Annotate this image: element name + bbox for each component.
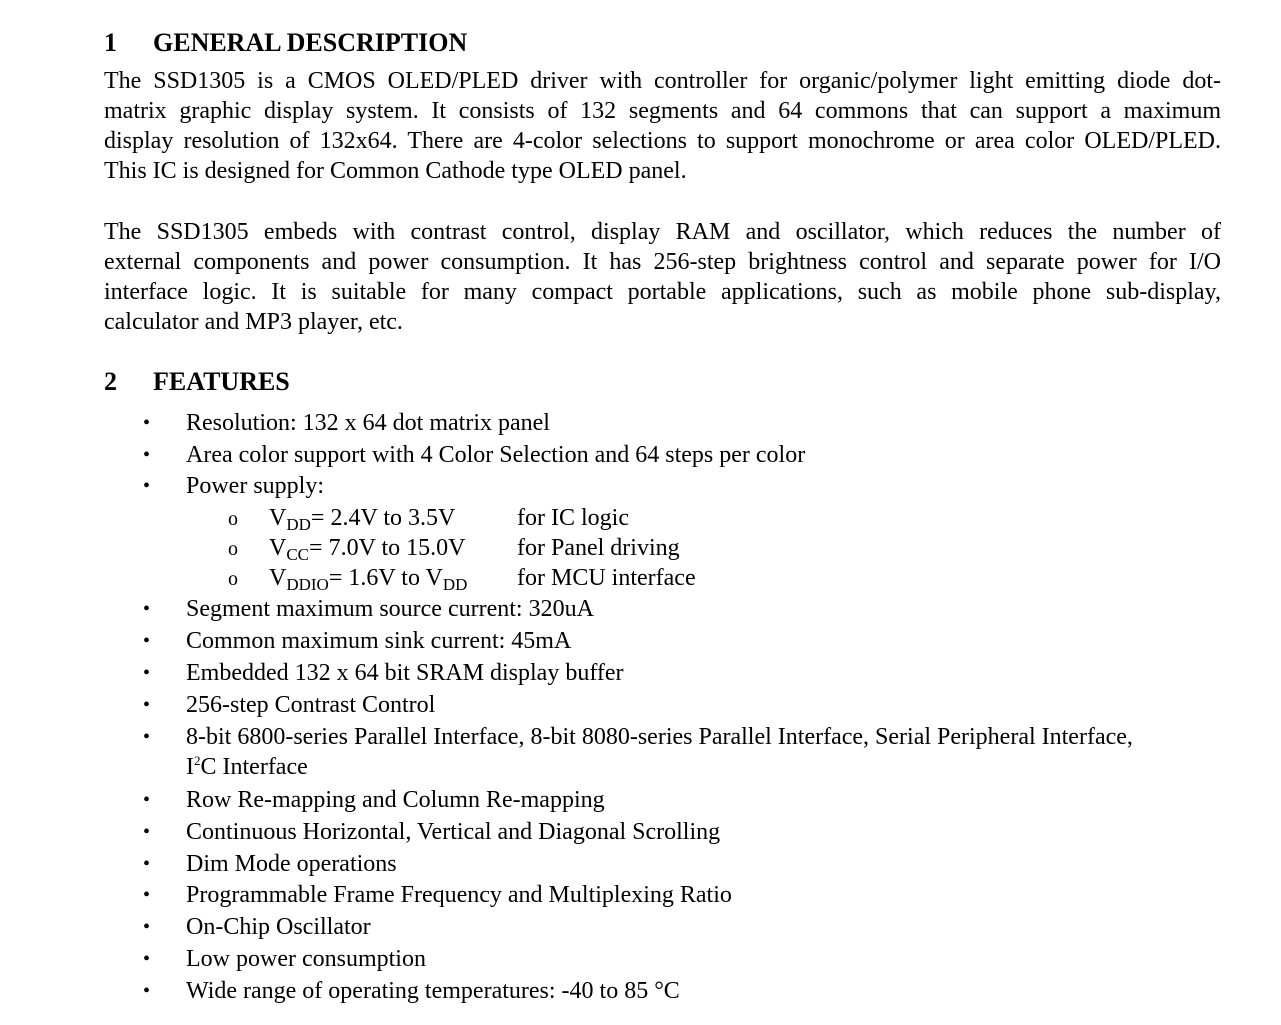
- bullet-icon: •: [143, 884, 151, 906]
- power-supply-item-vddio: [228, 563, 696, 594]
- feature-text: Row Re-mapping and Column Re-mapping: [186, 787, 605, 813]
- feature-item: [143, 471, 324, 501]
- feature-item: [143, 817, 720, 847]
- paragraph-line: The SSD1305 is a CMOS OLED/PLED driver with controller for organic/polymer light emitting diode dot-: [104, 68, 1221, 94]
- section-title: FEATURES: [153, 367, 290, 396]
- paragraph-line: This IC is designed for Common Cathode type OLED panel.: [104, 158, 687, 184]
- bullet-icon: •: [143, 598, 151, 620]
- feature-text: Programmable Frame Frequency and Multiplexing Ratio: [186, 882, 732, 908]
- feature-text: Segment maximum source current: 320uA: [186, 596, 594, 622]
- feature-text: Power supply:: [186, 473, 324, 499]
- bullet-icon: •: [143, 726, 151, 748]
- bullet-icon: •: [143, 980, 151, 1002]
- sub-bullet-icon: o: [228, 568, 238, 590]
- sub-bullet-icon: o: [228, 508, 238, 530]
- power-supply-item-vcc: [228, 533, 680, 564]
- purpose: for IC logic: [517, 505, 629, 531]
- paragraph-line: The SSD1305 embeds with contrast control, display RAM and oscillator, which reduces the number of: [104, 219, 1221, 245]
- symbol: V: [269, 535, 287, 561]
- feature-item: [143, 594, 594, 624]
- section-number: 2: [104, 367, 117, 396]
- feature-item: [143, 440, 805, 470]
- section-title: GENERAL DESCRIPTION: [153, 28, 468, 57]
- feature-text: Embedded 132 x 64 bit SRAM display buffer: [186, 660, 624, 686]
- bullet-icon: •: [143, 662, 151, 684]
- feature-item: [143, 658, 624, 688]
- feature-item: [143, 408, 550, 438]
- voltage-range: = 7.0V to 15.0V: [309, 535, 466, 561]
- symbol: V: [269, 505, 287, 531]
- feature-item: [143, 880, 732, 910]
- bullet-icon: •: [143, 630, 151, 652]
- power-supply-item-vdd: [228, 503, 629, 534]
- purpose: for Panel driving: [517, 535, 680, 561]
- symbol-subscript: DD: [286, 515, 311, 534]
- sub-bullet-icon: o: [228, 538, 238, 560]
- feature-text: 8-bit 6800-series Parallel Interface, 8-bit 8080-series Parallel Interface, Serial Peripheral Interface,: [186, 724, 1133, 750]
- feature-text: Resolution: 132 x 64 dot matrix panel: [186, 410, 550, 436]
- symbol: V: [269, 565, 287, 591]
- feature-item: [143, 785, 605, 815]
- symbol-subscript: DDIO: [286, 575, 329, 594]
- feature-item: [143, 690, 435, 720]
- feature-text: Wide range of operating temperatures: -40 to 85 °C: [186, 978, 680, 1004]
- feature-text: On-Chip Oscillator: [186, 914, 371, 940]
- paragraph-line: interface logic. It is suitable for many compact portable applications, such as mobile phone sub-display,: [104, 279, 1221, 305]
- general-description-paragraph-1: [104, 66, 1221, 186]
- bullet-icon: •: [143, 916, 151, 938]
- paragraph-line: external components and power consumption. It has 256-step brightness control and separate power for I/O: [104, 249, 1221, 275]
- feature-text: Continuous Horizontal, Vertical and Diagonal Scrolling: [186, 819, 721, 845]
- section-2-heading: [104, 367, 290, 397]
- bullet-icon: •: [143, 694, 151, 716]
- bullet-icon: •: [143, 789, 151, 811]
- feature-item: [143, 912, 371, 942]
- i2c-interface-text: $I^2C$ Interface: [186, 753, 308, 780]
- paragraph-line: calculator and MP3 player, etc.: [104, 309, 403, 335]
- bullet-icon: •: [143, 948, 151, 970]
- bullet-icon: •: [143, 853, 151, 875]
- feature-item-continuation: [143, 752, 308, 782]
- paragraph-line: display resolution of 132x64. There are 4-color selections to support monochrome or area color OLED/PLED.: [104, 128, 1221, 154]
- section-1-heading: [104, 28, 467, 58]
- feature-item: [143, 626, 571, 656]
- feature-text: Dim Mode operations: [186, 851, 397, 877]
- feature-text: Common maximum sink current: 45mA: [186, 628, 572, 654]
- bullet-icon: •: [143, 821, 151, 843]
- purpose: for MCU interface: [517, 565, 696, 591]
- feature-text: Low power consumption: [186, 946, 426, 972]
- i2c-superscript: 2: [194, 753, 201, 768]
- feature-item: [143, 849, 397, 879]
- bullet-icon: •: [143, 475, 151, 497]
- voltage-range: = 1.6V to V: [328, 565, 443, 591]
- feature-item: [143, 976, 680, 1006]
- symbol-subscript: CC: [286, 545, 310, 564]
- voltage-range: = 2.4V to 3.5V: [310, 505, 456, 531]
- paragraph-line: matrix graphic display system. It consists of 132 segments and 64 commons that can support a maximum: [104, 98, 1221, 124]
- feature-item: [143, 944, 426, 974]
- section-number: 1: [104, 28, 117, 57]
- general-description-paragraph-2: [104, 217, 1221, 337]
- value-subscript: DD: [442, 575, 468, 594]
- bullet-icon: •: [143, 444, 151, 466]
- feature-text: 256-step Contrast Control: [186, 692, 436, 718]
- feature-text: Area color support with 4 Color Selection and 64 steps per color: [186, 442, 806, 468]
- bullet-icon: •: [143, 412, 151, 434]
- feature-item: [143, 722, 1133, 752]
